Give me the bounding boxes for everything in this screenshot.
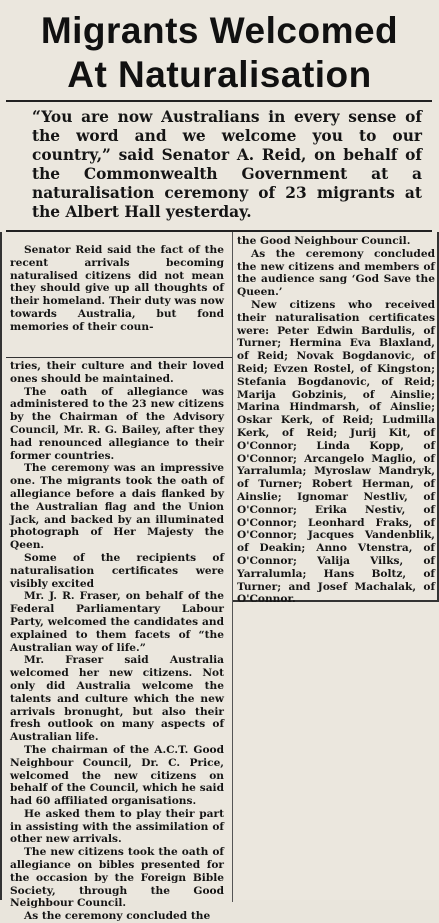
headline-line-2: At Naturalisation (67, 54, 372, 95)
paragraph: As the ceremony concluded the new citizens and members of the audience sang ‘God Save the Queen.’ (237, 247, 435, 299)
paragraph: As the ceremony concluded the (24, 910, 211, 923)
column-1-top (10, 244, 224, 356)
paragraph: The chairman of the A.C.T. Good Neighbour Council, Dr. C. Price, welcomed the new citizens on behalf of the Council, which he said had 60 affiliated organisations. (10, 743, 224, 808)
paragraph: Mr. Fraser said Australia welcomed her new citizens. Not only did Australia welcome the talents and culture which the new arrivals bronught, but also their fresh outlook on many aspects of Australian life. (10, 654, 224, 744)
paragraph: tries, their culture and their loved ones should be maintained. (10, 360, 224, 385)
headline-line-1: Migrants Welcomed (40, 10, 399, 51)
paragraph: The oath of allegiance was administered to the 23 new citizens by the Chairman of the Advisory Council, Mr. R. G. Bailey, after they had renounced allegiance to their former countries. (10, 385, 224, 462)
column-2 (237, 235, 435, 610)
paragraph: the Good Neighbour Council. (237, 235, 411, 247)
paragraph: Senator Reid said the fact of the recent arrivals becoming naturalised citizens did not mean they should give up all thoughts of their homeland. Their duty was now towards Australia, but fond memories of their coun- (10, 244, 224, 333)
paragraph: He asked them to play their part in assisting with the assimilation of other new arrivals. (10, 807, 224, 846)
paragraph: New citizens who received their naturalisation certificates were: Peter Edwin Bardulis, of Turner; Hermina Eva Blaxland, of Reid; Novak Bogdanovic, of Reid; Evzen Rostel, of Kingston; Stefania Bogdanovic, of Reid; Marija Gobzinis, of Ainslie; Marina Hindmarsh, of Ainslie; Oskar Kerk, of Reid; Ludmilla Kerk, of Reid; Jurij Kit, of O'Connor; Linda Kopp, of O'Connor; Arcangelo Maglio, of Yarralumla; Myroslaw Mandryk, of Turner; Robert Herman, of Ainslie; Ignomar Nestliv, of O'Connor; Erika Nestiv, of O'Connor; Leonhard Fraks, of O'Connor; Jacques Vandenblik, of Deakin; Anno Vtenstra, of O'Connor; Valija Vilks, of Yarralumla; Hans Boltz, of Turner; and Josef Machalak, of O'Connor. (237, 298, 435, 606)
paragraph: Some of the recipients of naturalisation certificates were visibly excited (10, 551, 224, 590)
lead-paragraph: “You are now Australians in every sense of the word and we welcome you to our country,” said Senator A. Reid, on behalf of the Commonwealth Government at a naturalisation ceremony of 23 migrants at the Albert Hall yesterday. (6, 100, 432, 232)
paragraph: The new citizens took the oath of allegiance on bibles presented for the occasion by the Foreign Bible Society, through the Good Neighbour Council. (10, 846, 224, 910)
left-border-rule (0, 232, 2, 900)
paragraph: The ceremony was an impressive one. The migrants took the oath of allegiance before a dais flanked by the Australian flag and the Union Jack, and backed by an illuminated photograph of Her Majesty the Qeen. (10, 462, 224, 552)
headline (0, 0, 439, 100)
column-1-bottom (10, 360, 224, 923)
column-1-separator (6, 357, 232, 358)
column-divider (232, 232, 233, 902)
paragraph: Mr. J. R. Fraser, on behalf of the Federal Parliamentary Labour Party, welcomed the candidates and explained to them facets of “the Australian way of life.” (10, 590, 224, 654)
